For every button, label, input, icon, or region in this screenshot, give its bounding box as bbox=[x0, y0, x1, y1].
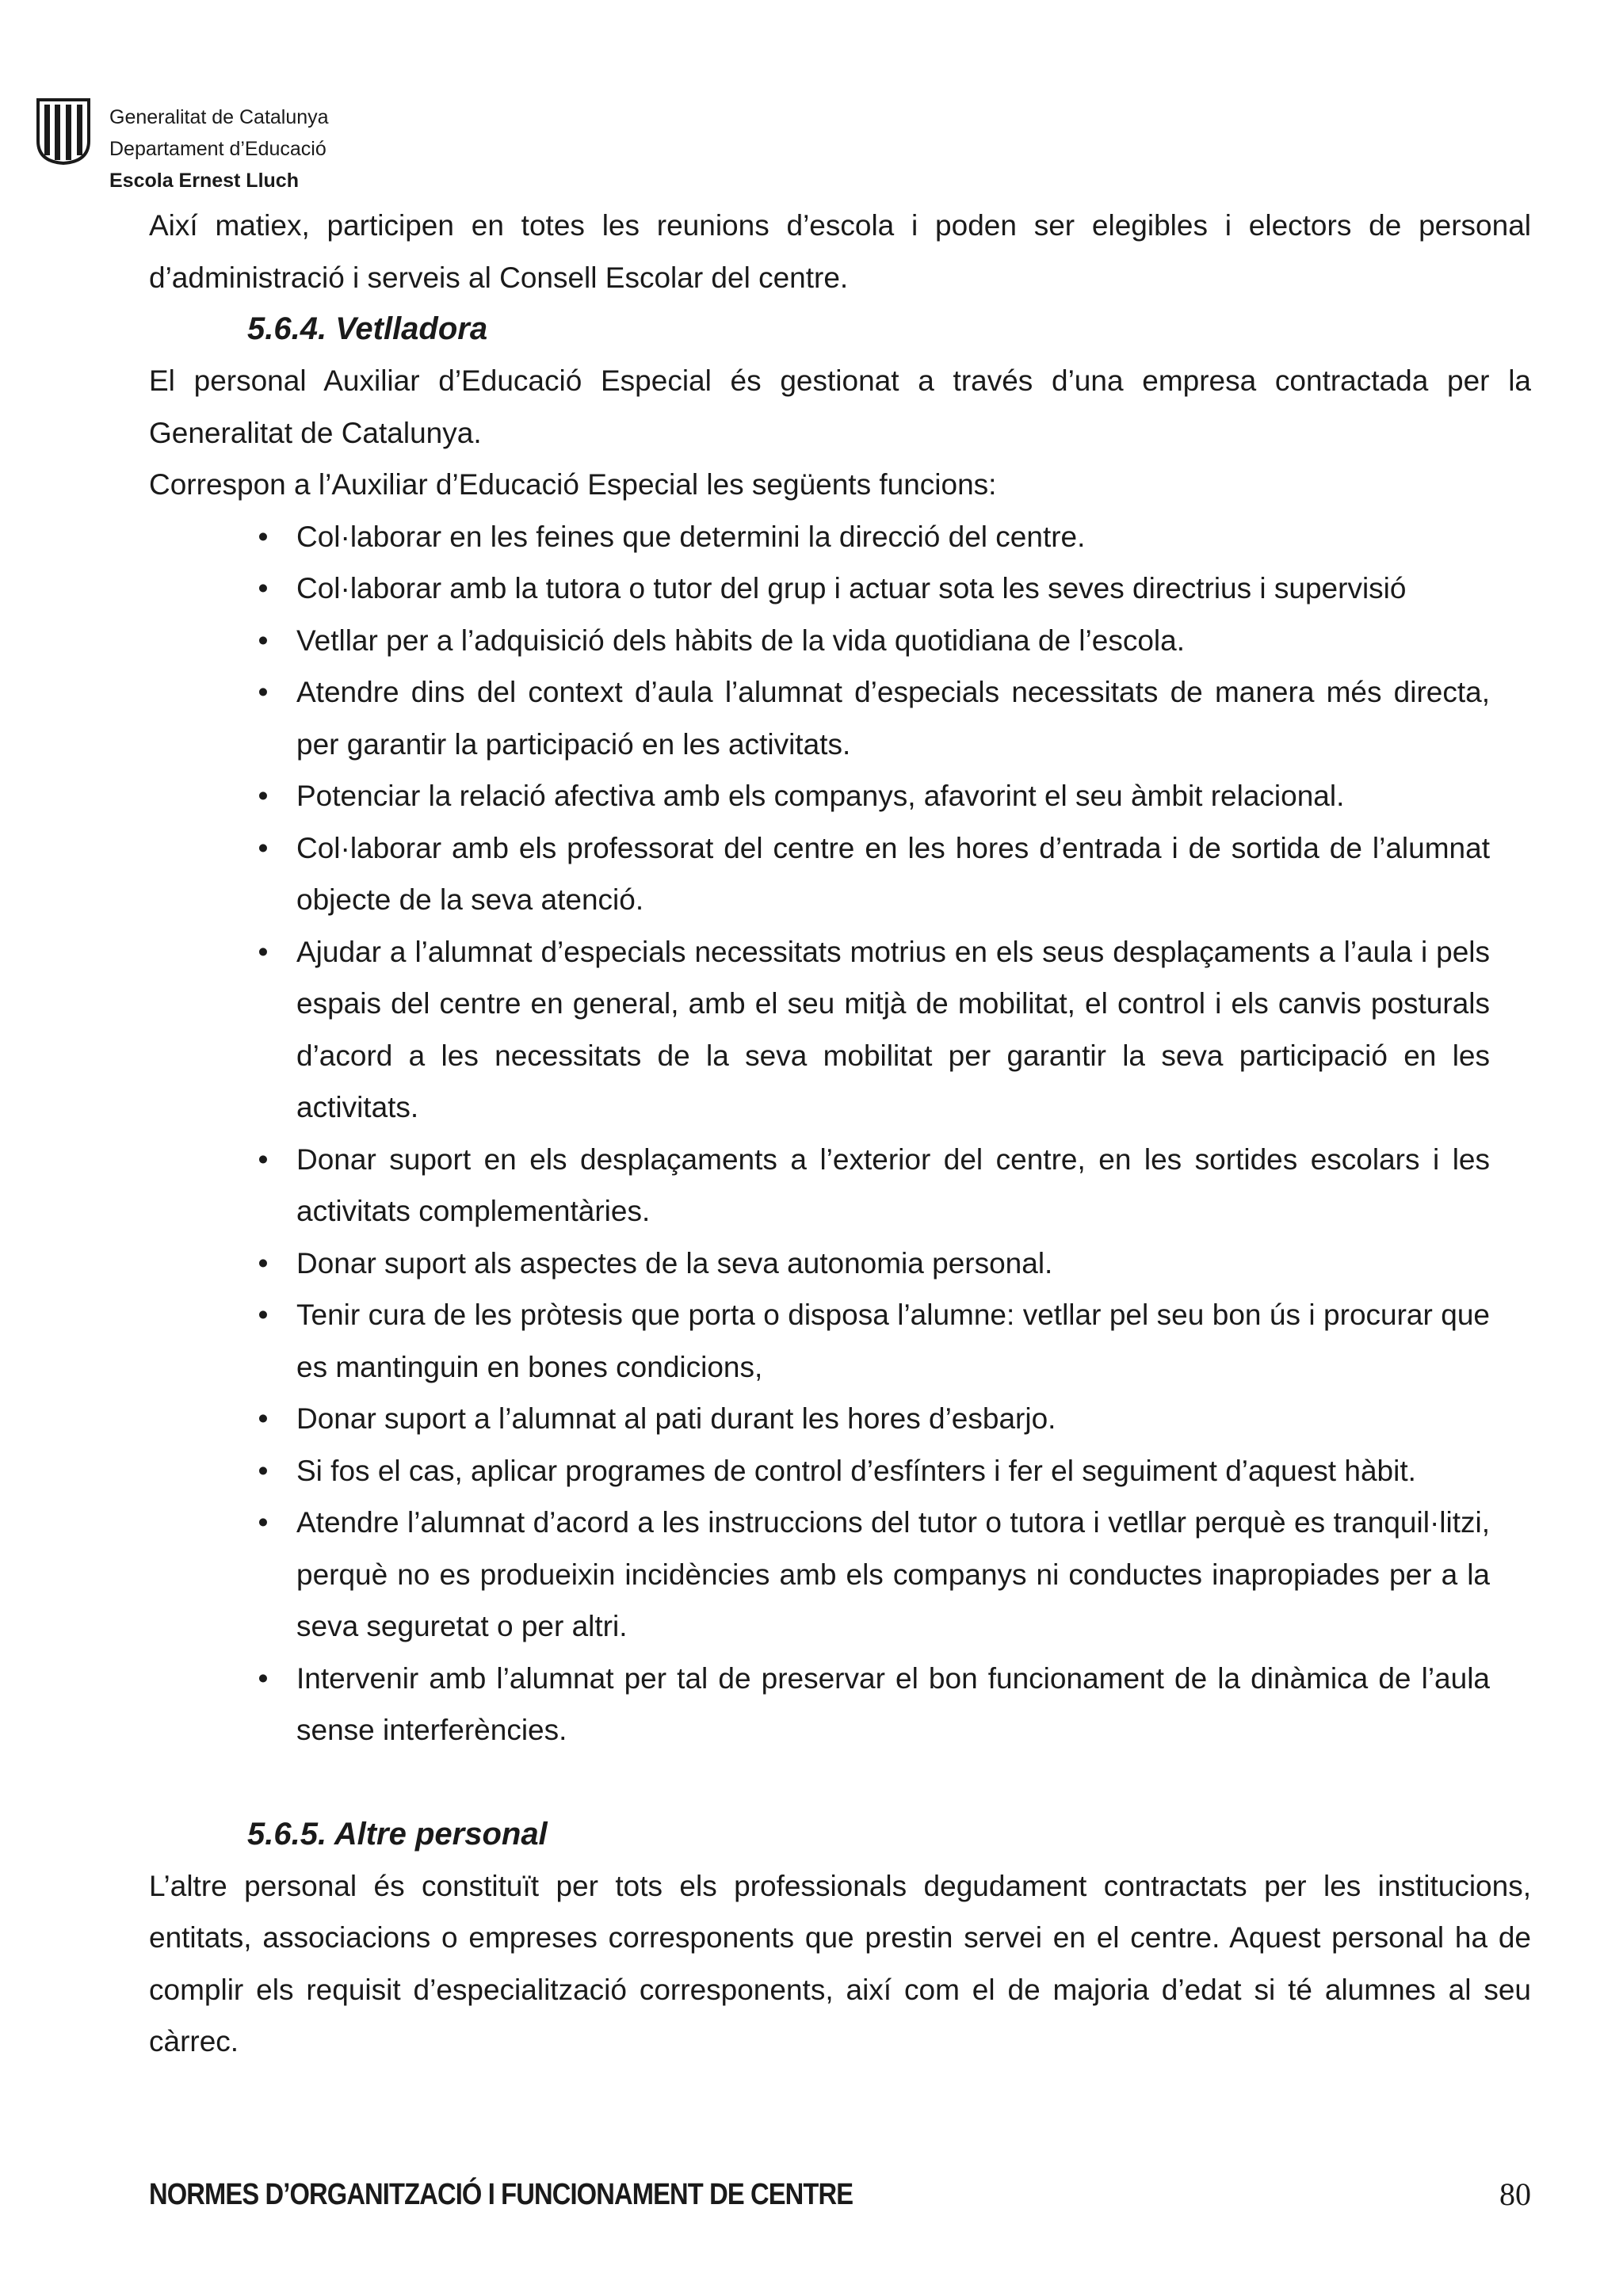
list-item bbox=[149, 1238, 1531, 1290]
functions-intro: Correspon a l’Auxiliar d’Educació Especial les següents funcions: bbox=[149, 468, 997, 501]
section-spacer bbox=[149, 1756, 1531, 1809]
bullet-icon: • bbox=[258, 1402, 269, 1435]
list-item-text: Tenir cura de les pròtesis que porta o disposa l’alumne: vetllar pel seu bon ús i procurar que es mantinguin en bones condicions, bbox=[296, 1299, 1490, 1383]
header-department: Departament d’Educació bbox=[109, 138, 327, 160]
list-item bbox=[149, 511, 1531, 563]
list-item bbox=[149, 1445, 1531, 1497]
list-item bbox=[149, 1289, 1531, 1393]
bullet-icon: • bbox=[258, 520, 269, 553]
list-item-text: Donar suport als aspectes de la seva autonomia personal. bbox=[296, 1246, 1053, 1280]
list-item bbox=[149, 1497, 1531, 1653]
document-footer bbox=[149, 2171, 1531, 2218]
list-item-text: Intervenir amb l’alumnat per tal de preservar el bon funcionament de la dinàmica de l’aula sense interferències. bbox=[296, 1661, 1490, 1746]
footer-title: NORMES D’ORGANITZACIÓ I FUNCIONAMENT DE CENTRE bbox=[149, 2178, 854, 2211]
list-item bbox=[149, 563, 1531, 615]
altre-personal-paragraph: L’altre personal és constituït per tots els professionals degudament contractats per les institucions, entitats, associacions o empreses corresponents que prestin servei en el centre. Aquest personal ha de complir els requisit d’especialització corresponents, així com el de majoria d’edat si té alumnes al seu càrrec. bbox=[149, 1869, 1531, 2058]
bullet-icon: • bbox=[258, 1661, 269, 1695]
list-item-text: Vetllar per a l’adquisició dels hàbits de la vida quotidiana de l’escola. bbox=[296, 624, 1185, 657]
list-item bbox=[149, 1393, 1531, 1445]
list-item-text: Donar suport a l’alumnat al pati durant les hores d’esbarjo. bbox=[296, 1402, 1056, 1435]
list-item-text: Atendre dins del context d’aula l’alumnat d’especials necessitats de manera més directa, per garantir la participació en les activitats. bbox=[296, 676, 1490, 761]
vetlladora-paragraph: El personal Auxiliar d’Educació Especial és gestionat a través d’una empresa contractada per la Generalitat de Catalunya. bbox=[149, 364, 1531, 449]
list-item bbox=[149, 1653, 1531, 1756]
bullet-icon: • bbox=[258, 780, 269, 812]
list-item-text: Col·laborar amb la tutora o tutor del grup i actuar sota les seves directrius i supervisió bbox=[296, 572, 1407, 605]
header-text bbox=[109, 101, 585, 196]
header-school: Escola Ernest Lluch bbox=[109, 170, 299, 192]
list-item bbox=[149, 666, 1531, 770]
list-item-text: Ajudar a l’alumnat d’especials necessitats motrius en els seus desplaçaments a l’aula i pels espais del centre en general, amb el seu mitjà de mobilitat, el control i els canvis posturals d’acord a les necessitats de la seva mobilitat per garantir la seva participació en les activitats. bbox=[296, 935, 1490, 1123]
bullet-icon: • bbox=[258, 1142, 269, 1176]
list-item bbox=[149, 926, 1531, 1134]
bullet-icon: • bbox=[258, 676, 269, 708]
functions-list bbox=[149, 511, 1531, 1756]
list-item-text: Si fos el cas, aplicar programes de control d’esfínters i fer el seguiment d’aquest hàbit. bbox=[296, 1454, 1416, 1487]
list-item-text: Col·laborar amb els professorat del centre en les hores d’entrada i de sortida de l’alumnat objecte de la seva atenció. bbox=[296, 831, 1490, 916]
bullet-icon: • bbox=[258, 935, 269, 968]
bullet-icon: • bbox=[258, 624, 269, 657]
header-institution: Generalitat de Catalunya bbox=[109, 106, 329, 128]
generalitat-logo-icon bbox=[35, 97, 92, 165]
bullet-icon: • bbox=[258, 1299, 269, 1331]
list-item bbox=[149, 615, 1531, 667]
intro-paragraph: Així matiex, participen en totes les reunions d’escola i poden ser elegibles i electors de personal d’administració i serveis al Consell Escolar del centre. bbox=[149, 209, 1531, 294]
list-item-text: Col·laborar en les feines que determini la direcció del centre. bbox=[296, 520, 1086, 553]
list-item-text: Donar suport en els desplaçaments a l’exterior del centre, en les sortides escolars i les activitats complementàries. bbox=[296, 1142, 1490, 1227]
list-item-text: Potenciar la relació afectiva amb els companys, afavorint el seu àmbit relacional. bbox=[296, 780, 1345, 812]
bullet-icon: • bbox=[258, 1246, 269, 1280]
bullet-icon: • bbox=[258, 1454, 269, 1487]
bullet-icon: • bbox=[258, 831, 269, 864]
page-number: 80 bbox=[1499, 2176, 1531, 2212]
list-item-text: Atendre l’alumnat d’acord a les instruccions del tutor o tutora i vetllar perquè es tranquil·litzi, perquè no es produeixin incidències amb els companys ni conductes inapropiades per a la seva seguretat o per altri. bbox=[296, 1506, 1490, 1642]
list-item bbox=[149, 1134, 1531, 1238]
list-item bbox=[149, 770, 1531, 822]
bullet-icon: • bbox=[258, 1506, 269, 1539]
bullet-icon: • bbox=[258, 572, 269, 605]
list-item bbox=[149, 822, 1531, 926]
section-heading-vetlladora: 5.6.4. Vetlladora bbox=[247, 311, 488, 346]
document-body bbox=[149, 200, 1531, 2068]
section-heading-altre-personal: 5.6.5. Altre personal bbox=[247, 1816, 548, 1852]
